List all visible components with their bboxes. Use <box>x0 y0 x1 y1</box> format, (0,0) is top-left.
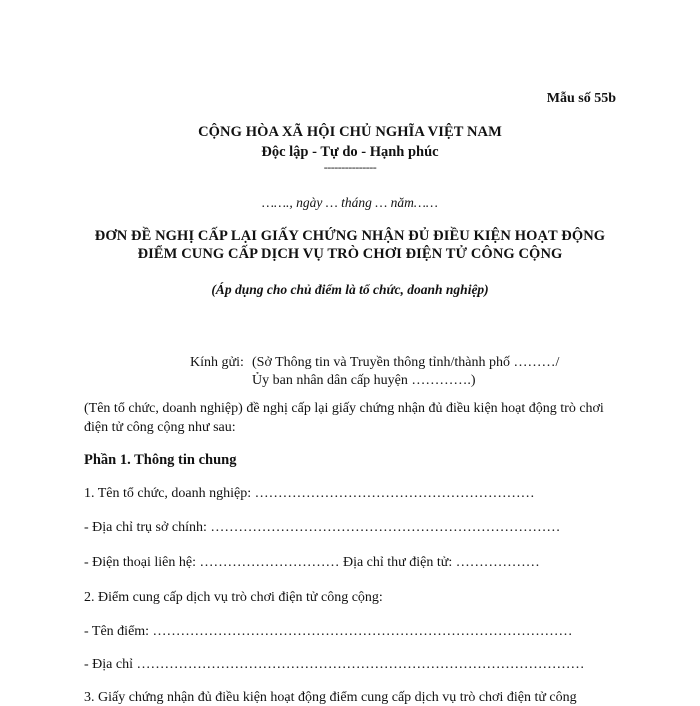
section-1-title: Phần 1. Thông tin chung <box>84 452 237 468</box>
national-title: CỘNG HÒA XÃ HỘI CHỦ NGHĨA VIỆT NAM <box>198 124 502 140</box>
field-point-address: - Địa chỉ …………………………………………………………………………………… <box>84 657 585 672</box>
form-number: Mẫu số 55b <box>546 91 616 106</box>
national-motto: Độc lập - Tự do - Hạnh phúc <box>261 144 439 160</box>
recipient-line-2: Ủy ban nhân dân cấp huyện ………….) <box>252 373 476 388</box>
intro-paragraph: (Tên tổ chức, doanh nghiệp) đề nghị cấp lại giấy chứng nhận đủ điều kiện hoạt động trò chơi điện tử công cộng như sau: <box>84 401 604 435</box>
recipient-label: Kính gửi: <box>190 355 244 370</box>
field-service-point: 2. Điểm cung cấp dịch vụ trò chơi điện tử công cộng: <box>84 590 383 605</box>
applies-to-note: (Áp dụng cho chủ điểm là tổ chức, doanh nghiệp) <box>211 282 489 297</box>
field-phone-email: - Điện thoại liên hệ: ………………………… Địa chỉ thư điện tử: ……………… <box>84 555 540 570</box>
field-point-name: - Tên điểm: ……………………………………………………………………………… <box>84 624 573 639</box>
field-certificate: 3. Giấy chứng nhận đủ điều kiện hoạt động điểm cung cấp dịch vụ trò chơi điện tử công <box>84 690 577 705</box>
motto-underline: --------------- <box>323 160 377 174</box>
field-organization-name: 1. Tên tổ chức, doanh nghiệp: …………………………………………………… <box>84 486 535 501</box>
document-title-line-1: ĐƠN ĐỀ NGHỊ CẤP LẠI GIẤY CHỨNG NHẬN ĐỦ ĐIỀU KIỆN HOẠT ĐỘNG <box>94 228 606 244</box>
dateline: ……., ngày … tháng … năm…… <box>262 195 438 210</box>
recipient-line-1: (Sở Thông tin và Truyền thông tỉnh/thành phố ………/ <box>252 355 560 370</box>
field-head-office-address: - Địa chỉ trụ sở chính: ………………………………………………………………… <box>84 520 561 535</box>
document-title-line-2: ĐIỂM CUNG CẤP DỊCH VỤ TRÒ CHƠI ĐIỆN TỬ CÔNG CỘNG <box>137 246 563 262</box>
